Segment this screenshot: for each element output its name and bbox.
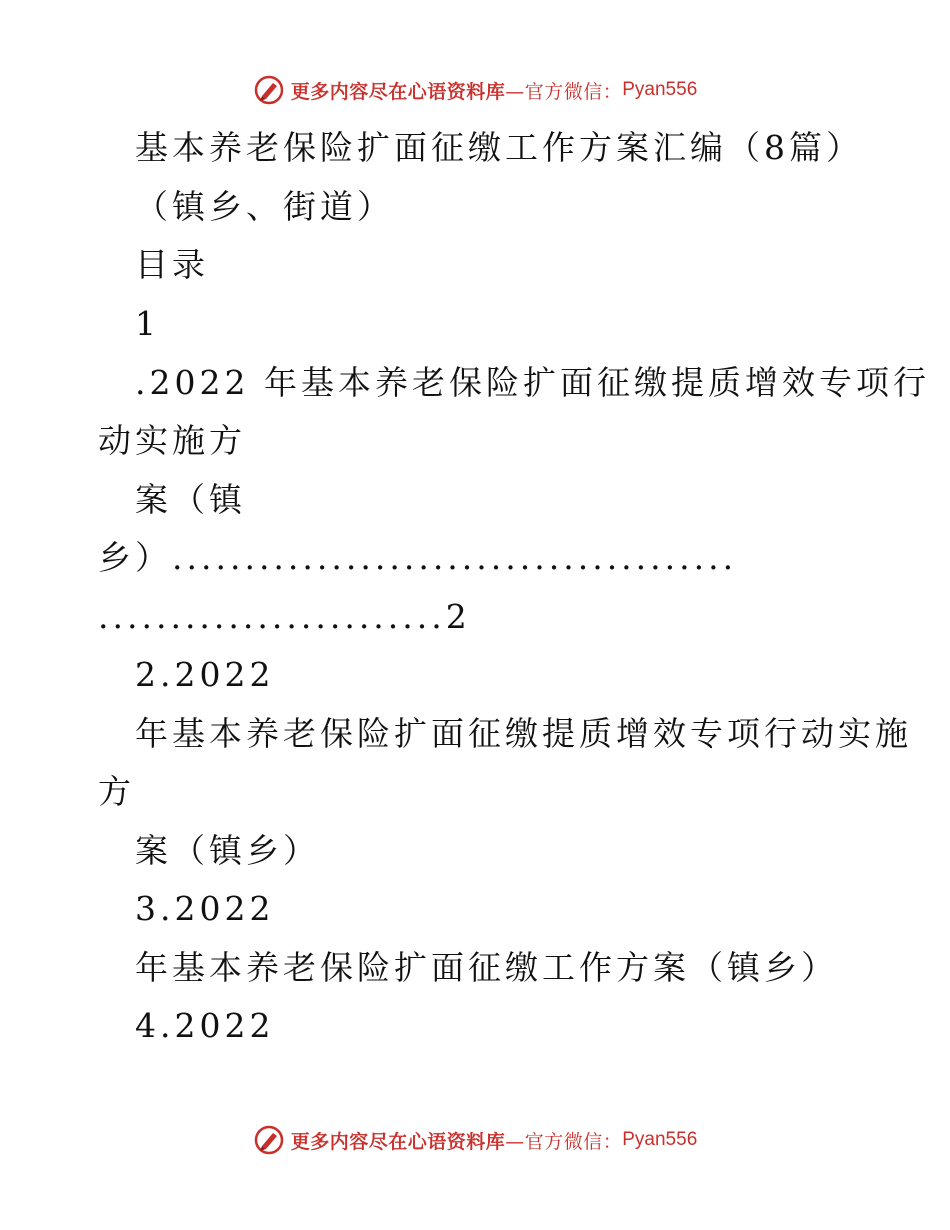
toc-leader-dots: 乡）....................................... bbox=[98, 538, 738, 577]
toc-entry-number: 3.2022 bbox=[135, 889, 275, 928]
toc-heading: 目录 bbox=[135, 245, 209, 284]
watermark-main-text: 更多内容尽在心语资料库 bbox=[290, 1130, 506, 1153]
toc-entry-text: 动实施方 bbox=[98, 421, 246, 460]
watermark-rest-text: —官方微信： bbox=[505, 1130, 623, 1153]
toc-entry-number: 1 bbox=[135, 304, 160, 343]
document-title: 基本养老保险扩面征缴工作方案汇编（8篇） bbox=[135, 128, 863, 167]
toc-entry-text: 年基本养老保险扩面征缴提质增效专项行动实施 bbox=[135, 714, 912, 753]
watermark-main-text: 更多内容尽在心语资料库 bbox=[290, 80, 506, 103]
watermark-rest-text: —官方微信： bbox=[505, 80, 623, 103]
toc-entry-text: .2022 年基本养老保险扩面征缴提质增效专项行 bbox=[135, 363, 930, 402]
watermark-wechat-id: Pyan556 bbox=[622, 79, 698, 100]
watermark-wechat-id: Pyan556 bbox=[622, 1129, 698, 1150]
header-watermark bbox=[0, 70, 950, 110]
toc-entry-number: 4.2022 bbox=[135, 1006, 275, 1045]
toc-leader-page: ........................2 bbox=[98, 597, 471, 636]
toc-entry-text: 案（镇乡） bbox=[135, 831, 320, 870]
toc-entry-text: 方 bbox=[98, 772, 135, 811]
footer-watermark bbox=[0, 1120, 950, 1160]
document-subtitle: （镇乡、街道） bbox=[135, 187, 394, 226]
pen-logo-icon bbox=[253, 1124, 285, 1156]
toc-entry-number: 2.2022 bbox=[135, 655, 275, 694]
toc-entry-text: 案（镇 bbox=[135, 480, 246, 519]
toc-entry-text: 年基本养老保险扩面征缴工作方案（镇乡） bbox=[135, 948, 838, 987]
pen-logo-icon bbox=[253, 74, 285, 106]
